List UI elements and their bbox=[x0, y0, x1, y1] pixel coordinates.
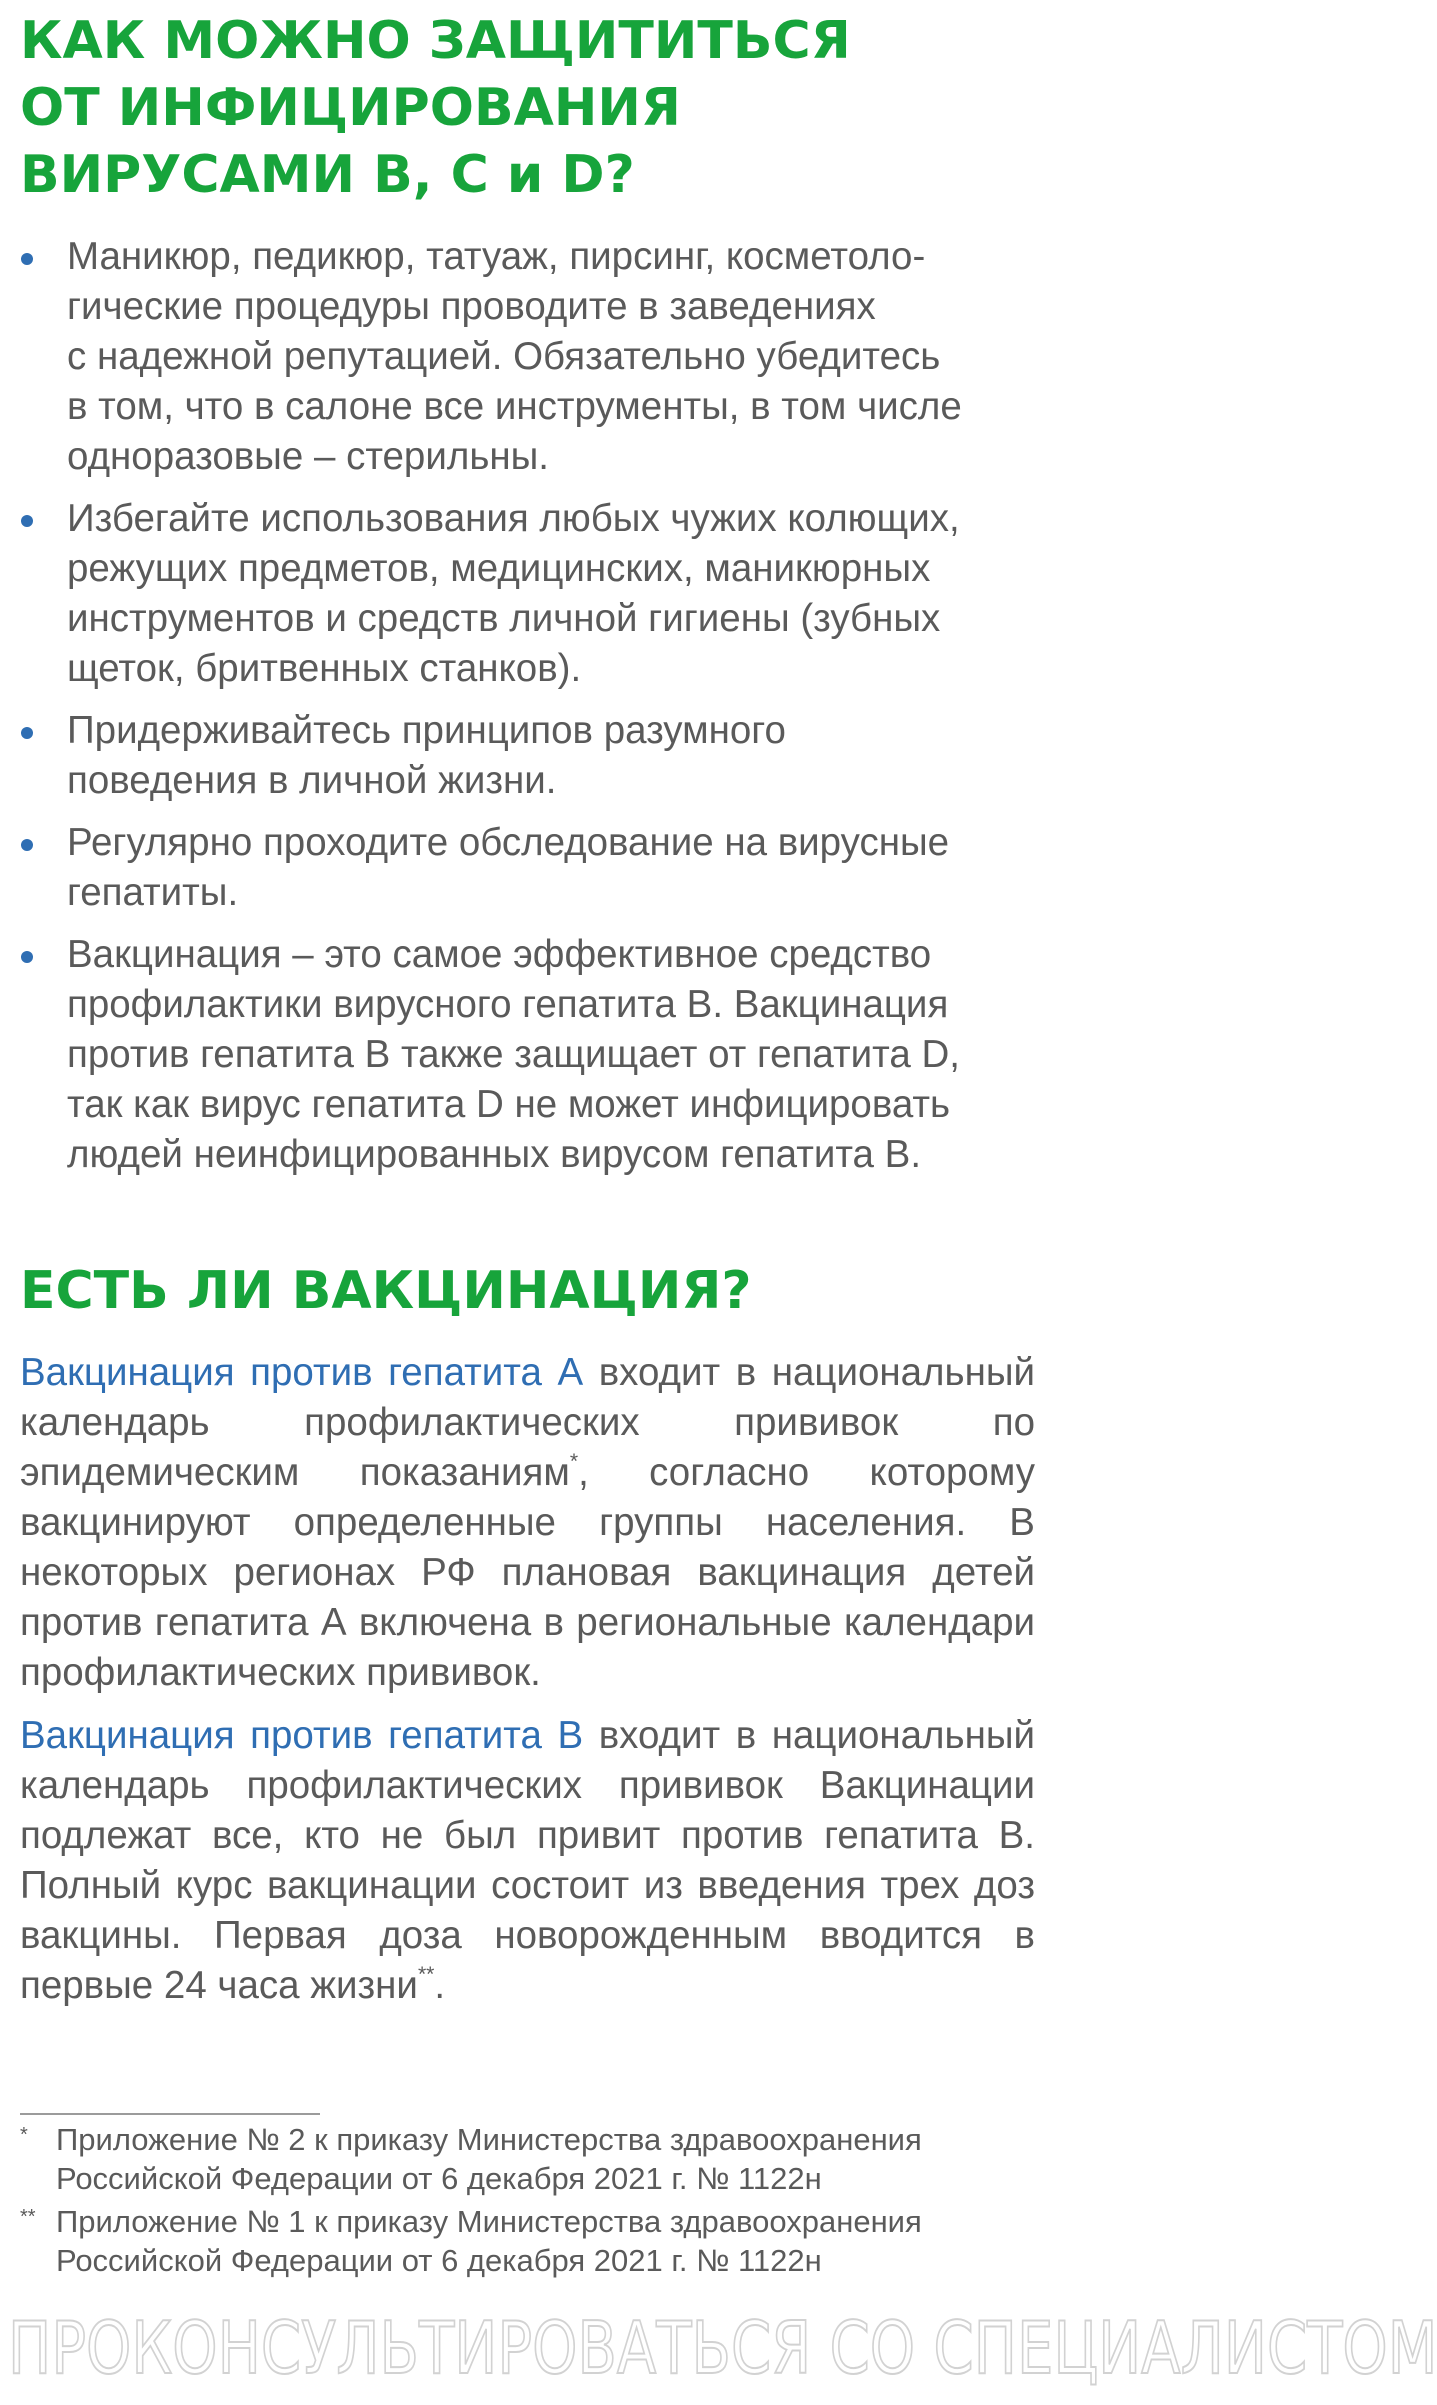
list-item bbox=[20, 930, 1035, 1180]
list-item bbox=[20, 706, 1035, 806]
protection-list bbox=[20, 232, 1035, 1192]
list-item-text: Регулярно проходите обследование на вирусные гепатиты. bbox=[67, 821, 950, 914]
list-item-text: Придерживайтесь принципов разумного поведения в личной жизни. bbox=[67, 709, 786, 802]
list-item bbox=[20, 232, 1035, 482]
footnote-mark: ** bbox=[20, 2206, 36, 2228]
section-title-vaccination: ЕСТЬ ЛИ ВАКЦИНАЦИЯ? bbox=[20, 1261, 752, 1321]
list-item bbox=[20, 818, 1035, 918]
paragraph-text: , согласно которому вакцинируют определенные группы населения. В некоторых регионах РФ плановая вакцинация детей против гепатита А включена в региональные календари профилактических прививок. bbox=[20, 1451, 1035, 1694]
highlight-hepatitis-a: Вакцинация против гепатита А bbox=[20, 1351, 584, 1394]
list-item-text: Вакцинация – это самое эффективное средство профилактики вирусного гепатита В. Вакцинация против гепатита В также защищает от гепатита D, так как вирус гепатита D не может инфицировать людей неинфицированных вирусом гепатита В. bbox=[67, 933, 960, 1176]
list-item bbox=[20, 494, 1035, 694]
bullet-icon bbox=[21, 253, 33, 265]
footnote-mark: * bbox=[20, 2124, 28, 2146]
section-title-protection: КАК МОЖНО ЗАЩИТИТЬСЯ ОТ ИНФИЦИРОВАНИЯ ВИРУСАМИ В, С и D? bbox=[20, 11, 851, 205]
paragraph-hepatitis-b bbox=[20, 1711, 1035, 2011]
highlight-hepatitis-b: Вакцинация против гепатита В bbox=[20, 1714, 584, 1757]
bullet-icon bbox=[21, 951, 33, 963]
list-item-text: Избегайте использования любых чужих колющих, режущих предметов, медицинских, маникюрных инструментов и средств личной гигиены (зубных щеток, бритвенных станков). bbox=[67, 497, 960, 690]
paragraph-text: входит в национальный календарь профилактических прививок по эпидемическим показаниям bbox=[20, 1351, 1036, 1494]
footnote-ref: * bbox=[569, 1450, 579, 1474]
bullet-icon bbox=[21, 515, 33, 527]
paragraph-text: входит в национальный календарь профилактических прививок Вакцинации подлежат все, кто не был привит против гепатита В. Полный курс вакцинации состоит из введения трех доз вакцины. Первая доза новорожденным вводится в первые 24 часа жизни bbox=[20, 1714, 1036, 2007]
footnote bbox=[20, 2120, 1035, 2198]
list-item-text: Маникюр, педикюр, татуаж, пирсинг, косметоло- гические процедуры проводите в заведениях с надежной репутацией. Обязательно убедитесь в том, что в салоне все инструменты, в том числе одноразовые – стерильны. bbox=[67, 235, 962, 478]
footnote bbox=[20, 2202, 1035, 2280]
paragraph-hepatitis-a bbox=[20, 1348, 1035, 1698]
footnote-text: Приложение № 1 к приказу Министерства здравоохранения Российской Федерации от 6 декабря 2021 г. № 1122н bbox=[56, 2204, 922, 2278]
consult-specialist-label: ПРОКОНСУЛЬТИРОВАТЬСЯ СО СПЕЦИАЛИСТОМ bbox=[8, 2306, 1437, 2390]
footnote-text: Приложение № 2 к приказу Министерства здравоохранения Российской Федерации от 6 декабря 2021 г. № 1122н bbox=[56, 2122, 922, 2196]
consult-specialist-banner[interactable] bbox=[0, 2298, 1437, 2405]
bullet-icon bbox=[21, 727, 33, 739]
footnote-divider bbox=[20, 2113, 320, 2115]
bullet-icon bbox=[21, 839, 33, 851]
paragraph-text: . bbox=[434, 1964, 446, 2007]
footnote-ref: ** bbox=[417, 1963, 435, 1987]
